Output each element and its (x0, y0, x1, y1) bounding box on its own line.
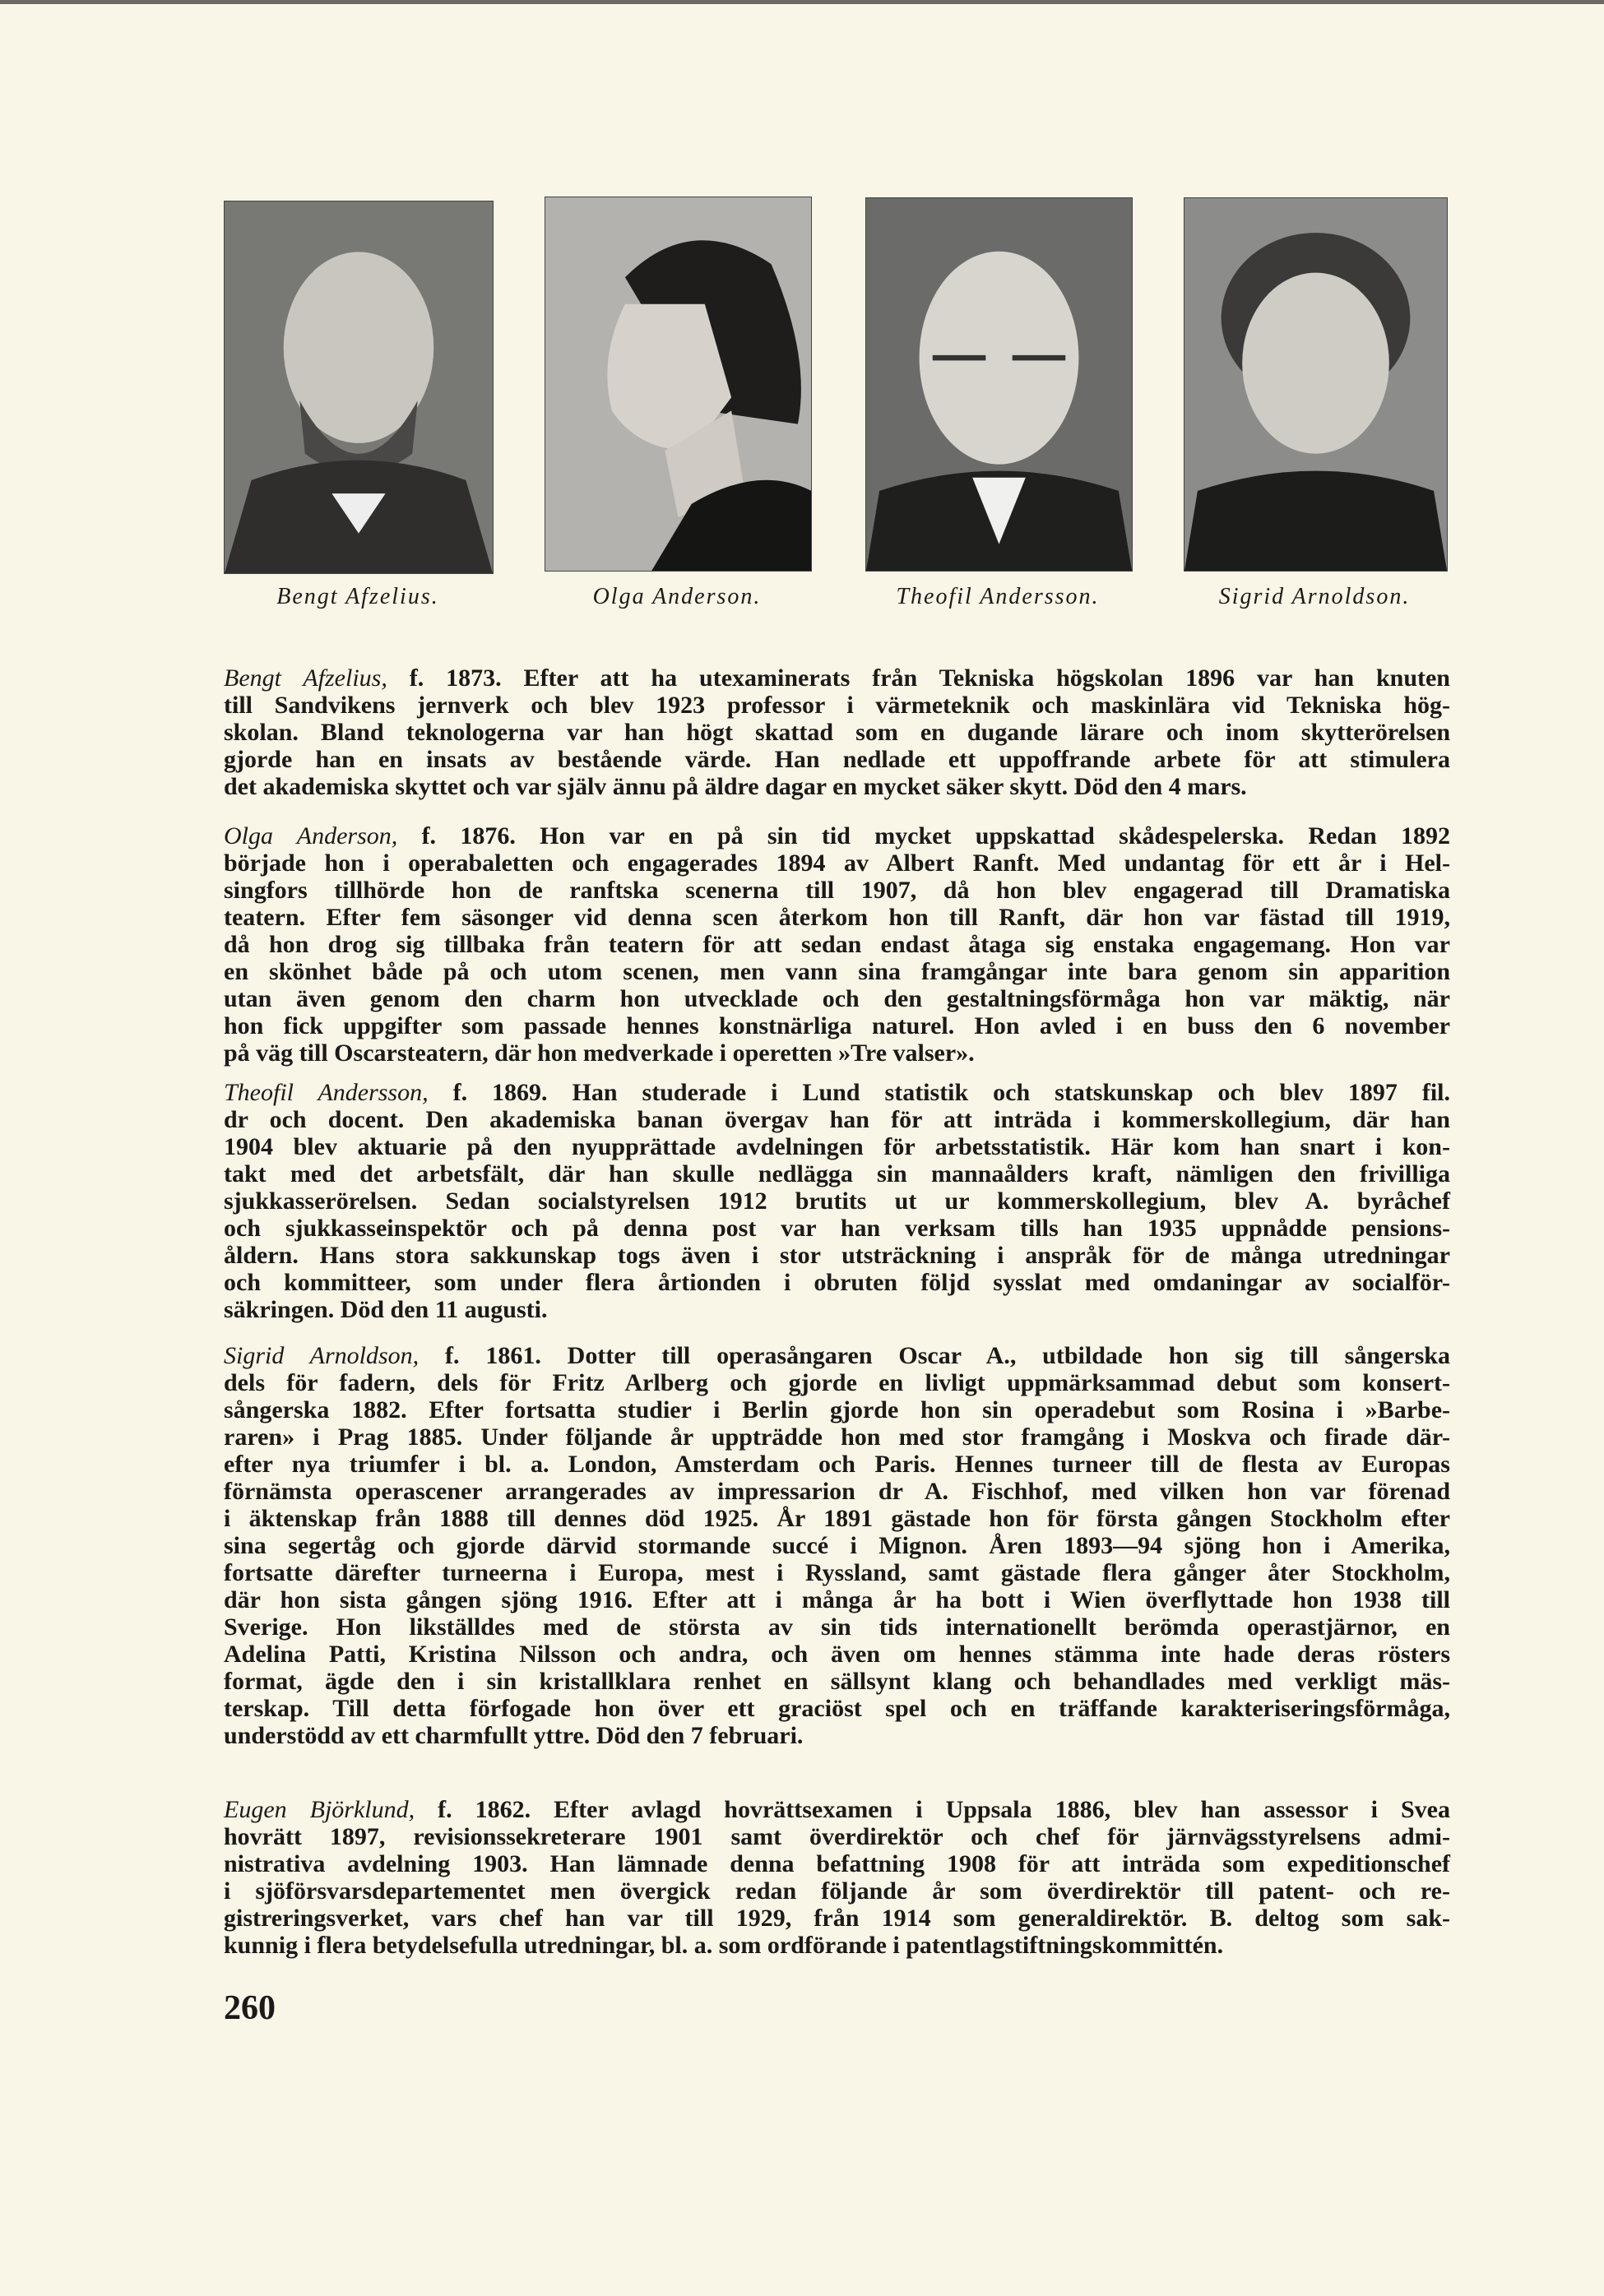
biography-theofil-andersson (224, 1079, 1450, 1323)
text-line: hon fick uppgifter som passade hennes konstnärliga naturel. Hon avled i en buss den 6 november (224, 1012, 1450, 1039)
text-line: det akademiska skyttet och var själv ännu på äldre dagar en mycket säker skytt. Död den 4 mars. (224, 773, 1247, 800)
text-line (224, 1342, 1450, 1369)
portrait-photo-theofil-andersson (865, 197, 1133, 572)
text-line: raren» i Prag 1885. Under följande år uppträdde hon med stor framgång i Moskva och firade där- (224, 1423, 1450, 1451)
text-line: på väg till Oscarsteatern, där hon medverkade i operetten »Tre valser». (224, 1039, 975, 1067)
page-number: 260 (224, 1989, 276, 2027)
text-line: skolan. Bland teknologerna var han högt skattad som en dugande lärare och inom skytterörelsen (224, 719, 1450, 746)
text-line: dr och docent. Den akademiska banan övergav han för att inträda i kommerskollegium, där han (224, 1106, 1450, 1133)
page-top-edge (0, 0, 1604, 4)
text-line (224, 1796, 1450, 1823)
text-line: kunnig i flera betydelsefulla utredningar, bl. a. som ordförande i patentlagstiftningskommittén. (224, 1932, 1224, 1959)
text-line: 1904 blev aktuarie på den nyupprättade avdelningen för arbetsstatistik. Här kom han snart i kon- (224, 1133, 1450, 1160)
text-line: format, ägde den i sin kristallklara renhet en sällsynt klang och behandlades med verkligt mäs- (224, 1668, 1450, 1695)
text-line: gistreringsverket, vars chef han var till 1929, från 1914 som generaldirektör. B. deltog som sak- (224, 1905, 1450, 1932)
biography-sigrid-arnoldson (224, 1342, 1450, 1749)
portrait-photo-bengt-afzelius (224, 201, 494, 574)
text-line: åldern. Hans stora sakkunskap togs även i stor utsträckning i anspråk för de många utredningar (224, 1242, 1450, 1269)
person-name: Theofil Andersson, (224, 1079, 429, 1106)
text-line: och sjukkasseinspektör och på denna post var han verksam tills han 1935 uppnådde pensions- (224, 1215, 1450, 1242)
text-line: dels för fadern, dels för Fritz Arlberg och gjorde en livligt uppmärksammad debut som konsert- (224, 1369, 1450, 1396)
text-line: takt med det arbetsfält, där han skulle nedlägga sin mannaålders kraft, nämligen den frivilliga (224, 1160, 1450, 1187)
text-line (224, 822, 1450, 849)
text-line: nistrativa avdelning 1903. Han lämnade denna befattning 1908 för att inträda som expeditionschef (224, 1850, 1450, 1877)
text-segment: f. 1862. Efter avlagd hovrättsexamen i Uppsala 1886, blev han assessor i Svea (415, 1796, 1450, 1823)
text-line: terskap. Till detta förfogade hon över ett graciöst spel och en träffande karakteriseringsförmåga, (224, 1695, 1450, 1722)
text-line: började hon i operabaletten och engagerades 1894 av Albert Ranft. Med undantag för ett år i Hel- (224, 849, 1450, 877)
text-line: Sverige. Hon likställdes med de största av sin tids internationellt berömda operastjärnor, en (224, 1613, 1450, 1641)
text-line: där hon sista gången sjöng 1916. Efter att i många år ha bott i Wien överflyttade hon 1938 till (224, 1586, 1450, 1613)
text-line: understödd av ett charmfullt yttre. Död den 7 februari. (224, 1722, 804, 1749)
text-line: efter nya triumfer i bl. a. London, Amsterdam och Paris. Hennes turneer till de flesta av Europas (224, 1451, 1450, 1478)
portrait-photo-sigrid-arnoldson (1184, 197, 1448, 572)
text-line (224, 1079, 1450, 1106)
person-name: Sigrid Arnoldson, (224, 1342, 420, 1369)
text-line: singfors tillhörde hon de ranftska scenerna till 1907, då hon blev engagerad till Dramatiska (224, 877, 1450, 904)
text-line: Adelina Patti, Kristina Nilsson och andra, och även om hennes stämma inte hade deras rösters (224, 1641, 1450, 1668)
text-line: sångerska 1882. Efter fortsatta studier i Berlin gjorde hon sin operadebut som Rosina i »Barbe- (224, 1396, 1450, 1423)
text-segment: f. 1861. Dotter till operasångaren Oscar A., utbildade hon sig till sångerska (419, 1342, 1450, 1369)
text-line: då hon drog sig tillbaka från teatern för att sedan endast åtaga sig enstaka engagemang. Hon var (224, 931, 1450, 958)
text-line: fortsatte därefter turneerna i Europa, mest i Ryssland, samt gästade flera gånger åter Stockholm, (224, 1559, 1450, 1586)
text-line: säkringen. Död den 11 augusti. (224, 1296, 548, 1323)
text-line: i äktenskap från 1888 till dennes död 1925. År 1891 gästade hon för första gången Stockholm efter (224, 1505, 1450, 1532)
text-line: en skönhet både på och utom scenen, men vann sina framgångar inte bara genom sin apparition (224, 958, 1450, 985)
text-line: förnämsta operascener arrangerades av impressarion dr A. Fischhof, med vilken hon var förenad (224, 1478, 1450, 1505)
person-name: Olga Anderson, (224, 822, 398, 849)
text-line: utan även genom den charm hon utvecklade och den gestaltningsförmåga hon var mäktig, när (224, 985, 1450, 1012)
portrait-caption: Olga Anderson. (592, 584, 762, 609)
biography-bengt-afzelius (224, 664, 1450, 800)
text-line: i sjöförsvarsdepartementet men övergick redan följande år som överdirektör till patent- och re- (224, 1877, 1450, 1905)
biography-eugen-bjorklund (224, 1796, 1450, 1959)
text-segment: f. 1873. Efter att ha utexaminerats från Tekniska högskolan 1896 var han knuten (387, 664, 1450, 692)
biography-olga-anderson (224, 822, 1450, 1067)
text-line: och kommitteer, som under flera årtionden i obruten följd sysslat med omdaningar av socialför- (224, 1269, 1450, 1296)
text-line: teatern. Efter fem säsonger vid denna scen återkom hon till Ranft, där hon var fästad till 1919, (224, 904, 1450, 931)
text-line: sjukkasserörelsen. Sedan socialstyrelsen 1912 brutits ut ur kommerskollegium, blev A. byråchef (224, 1187, 1450, 1215)
person-name: Bengt Afzelius, (224, 664, 387, 692)
text-line: hovrätt 1897, revisionssekreterare 1901 samt överdirektör och chef för järnvägsstyrelsens admi- (224, 1823, 1450, 1850)
text-line: gjorde han en insats av bestående värde. Han nedlade ett uppoffrande arbete för att stimulera (224, 746, 1450, 773)
portrait-caption: Theofil Andersson. (896, 584, 1100, 609)
text-line (224, 664, 1450, 692)
text-line: sina segertåg och gjorde därvid stormande succé i Mignon. Åren 1893—94 sjöng hon i Amerika, (224, 1532, 1450, 1559)
portrait-caption: Sigrid Arnoldson. (1218, 584, 1411, 609)
text-line: till Sandvikens jernverk och blev 1923 professor i värmeteknik och maskinlära vid Tekniska hög- (224, 692, 1450, 719)
text-segment: f. 1869. Han studerade i Lund statistik och statskunskap och blev 1897 fil. (428, 1079, 1450, 1106)
portrait-photo-olga-anderson (545, 197, 812, 572)
portrait-caption: Bengt Afzelius. (276, 584, 439, 609)
person-name: Eugen Björklund, (224, 1796, 415, 1823)
text-segment: f. 1876. Hon var en på sin tid mycket uppskattad skådespelerska. Redan 1892 (397, 822, 1450, 849)
